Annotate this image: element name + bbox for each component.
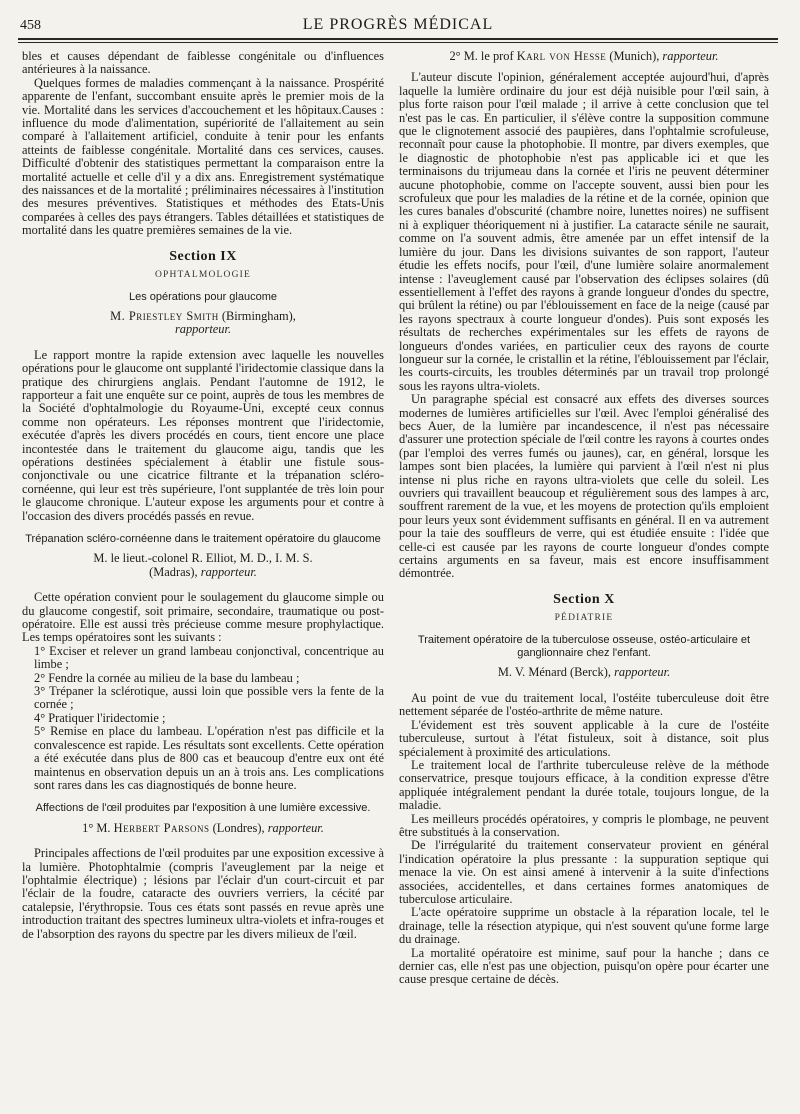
paragraph: Le traitement local de l'arthrite tuberculeuse relève de la méthode conservatrice, presque toujours efficace, à la condition expresse d'être appliquée intégralement pendant la durée totale, toujours longue, de la maladie. xyxy=(399,757,769,813)
author-name: Karl von Hesse xyxy=(516,49,607,63)
paragraph: Cette opération convient pour le soulagement du glaucome simple ou du glaucome congestif, soit primaire, secondaire, traumatique ou post-opératoire. Elle est aussi très précieuse comme mesure prophylactique. Les temps opératoires sont les suivants : xyxy=(22,590,384,645)
list-item: 3° Trépaner la sclérotique, aussi loin que possible vers la fente de la cornée ; xyxy=(34,684,384,712)
author-line xyxy=(399,666,769,679)
section-subtitle: PÉDIATRIE xyxy=(554,613,614,624)
paragraph: Un paragraphe spécial est consacré aux effets des diverses sources modernes de lumières artificielles sur l'œil. Avec l'emploi généralisé des becs Auer, de la lumière par incandescence, il n'est pas nécessaire d'assurer une protection spéciale de l'œil contre les rayons à courtes ondes (par l'emploi des verres fumés ou jaunes), car, en général, lorsque les lampes sont bien placées, la lumière qui parvient à l'œil n'est ni plus intense ni plus riche en rayons ultra-violets que celle du soleil. Les ouvriers qui travaillent beaucoup et régulièrement sous des lampes à arc, souffrent rarement de la vue, et les moyens de protection qu'ils emploient pour leurs yeux sont évidemment suffisants en général. Il en va autrement pour la taie des souffleurs de verre, qui est étudiée ensuite : l'idée que celle-ci est causée par les rayons de courte longueur d'ondes compte certains arguments en sa faveur, mais est encore insuffisamment démontrée. xyxy=(399,392,769,581)
article-title: Trépanation scléro-cornéenne dans le traitement opératoire du glaucome xyxy=(25,533,381,545)
author-role: rapporteur. xyxy=(267,820,324,835)
author-place: (Munich), xyxy=(606,49,660,63)
paragraph: Le rapport montre la rapide extension avec laquelle les nouvelles opérations pour le glaucome ont supplanté l'iridectomie classique dans la pratique des chirurgiens anglais. Pendant l'automne de 1912, le rapporteur a fait une enquête sur ce point, auprès de tous les membres de la Société d'ophtalmologie du Royaume-Uni, excepté ceux connus comme non opérateurs. Les réponses montrent que l'iridectomie, exécutée d'après les divers procédés en cours, tient encore une place incontestée dans le traitement du glaucome aigu, tandis que les opérations destinées spécialement à établir une fistule sous-conjonctivale ou une cicatrice filtrante et la trépanation scléro-cornéenne, qui leur est très supérieure, l'ont supplantée de très loin pour le glaucome chronique. L'auteur expose les arguments pour et contre à l'occasion des divers procédés passés en revue. xyxy=(22,347,384,523)
author-name: Herbert Parsons xyxy=(113,820,210,835)
author-role: rapporteur. xyxy=(614,665,671,680)
author-place: (Madras), xyxy=(149,564,198,579)
paragraph: L'acte opératoire supprime un obstacle à la réparation locale, tel le drainage, telle la résection atypique, qui n'est souvent qu'une forme large du drainage. xyxy=(399,905,769,947)
author-role: rapporteur. xyxy=(200,564,257,579)
author-place: (Londres), xyxy=(209,820,265,835)
journal-title: LE PROGRÈS MÉDICAL xyxy=(302,16,494,33)
article-title: Les opérations pour glaucome xyxy=(129,290,277,303)
author-line xyxy=(22,822,384,835)
author-prefix: 1° M. xyxy=(82,820,114,835)
author-place: (Berck), xyxy=(566,665,611,680)
author-name: M. le lieut.-colonel R. Elliot, M. D., I. M. S. xyxy=(93,551,313,566)
author-line xyxy=(22,310,384,337)
list-item: 5° Remise en place du lambeau. L'opération n'est pas difficile et la convalescence est rapide. Les résultats sont excellents. Cette opération a été exécutée dans plus de 800 cas et beaucoup d'entre eux ont été maintenus en observation depuis un an à trois ans. Les complications sont rares dans les cas diagnostiqués de bonne heure. xyxy=(34,724,384,792)
paragraph: De l'irrégularité du traitement conservateur provient en général l'indication opératoire la plus pressante : la suppuration septique qui menace la vie. On est ainsi amené à intervenir à la suite d'infections associées, accidentelles, et dans certaines formes anatomiques de tuberculose articulaire. xyxy=(399,838,769,906)
paragraph: Principales affections de l'œil produites par une exposition excessive à la lumière. Photophtalmie (compris l'aveuglement par la neige et l'ophtalmie électrique) ; lésions par l'éclair d'un court-circuit et par l'éclair de la foudre, cataracte des ouvriers verriers, la cécité par catalepsie, l'érythropsie. Tous ces états sont passés en revue après une introduction traitant des spectres lumineux ultra-violets et infra-rouges et de l'absorption des rayons du spectre par les divers milieux de l'œil. xyxy=(22,846,384,941)
author-name: M. V. Ménard xyxy=(497,665,567,680)
list-item: 4° Pratiquer l'iridectomie ; xyxy=(34,710,166,725)
author-line xyxy=(399,50,769,63)
author-place: (Birmingham), xyxy=(218,308,296,323)
header-rule xyxy=(18,42,778,43)
section-title: Section IX xyxy=(169,248,237,264)
paragraph: L'évidement est très souvent applicable à la cure de l'ostéite tuberculeuse, surtout à l'état fistuleux, soit à distance, soit plus spécialement à proximité des articulations. xyxy=(399,717,769,759)
right-column xyxy=(399,50,769,987)
paragraph: Les meilleurs procédés opératoires, y compris le plombage, ne peuvent être substitués à la conservation. xyxy=(399,811,769,839)
list-item: 1° Exciser et relever un grand lambeau conjonctival, concentrique au limbe ; xyxy=(34,643,384,672)
paragraph: L'auteur discute l'opinion, généralement acceptée aujourd'hui, d'après laquelle la lumière ordinaire du jour est déjà nuisible pour l'œil sain, à plus forte raison pour l'œil malade ; il arrive à cette conclusion que tel n'est pas le cas. En particulier, il s'élève contre la supposition commune que le clignotement associé des paupières, dans l'ophtalmie scrofuleuse, reconnaît pour cause la photophobie. Il montre, par divers exemples, que le diagnostic de photophobie n'est pas applicable ici et que les terminaisons du trijumeau dans la cornée et l'iris ne peuvent déterminer aucune photophobie, comme on l'accepte souvent, aussi bien pour les scrofuleux que pour les maladies de la rétine et de la cornée, opinion que les cures banales d'obscurité (chambre noire, lunettes noires) ne suffisent ni à expliquer théoriquement ni à justifier. La cataracte sénile ne saurait, comme on l'a souvent admis, être amenée par un effet intensif de la lumière du jour. Dans les divisions suivantes de son rapport, l'auteur étudie les effets nocifs, pour l'œil, d'une lumière solaire anormalement intense : l'aveuglement causé par l'observation des éclipses solaires (dû essentiellement à l'effet des rayons à grande longueur d'ondes du spectre, qui brûlent la rétine) ou par l'éblouissement en face de la neige (causé par les rayons spectraux à courte longueur d'ondes). Puis sont exposés les résultats de recherches expérimentales sur les effets de rayons de longueurs d'ondes variées, en particulier ceux des rayons de courte longueur sur la cornée, le cristallin et la rétine, l'éblouissement par l'éclair, les courts-circuits, les troubles déterminés par un travail trop prolongé sous les rayons ultra-violets. xyxy=(399,70,769,393)
author-name: M. Priestley Smith xyxy=(110,308,219,323)
paragraph: Au point de vue du traitement local, l'ostéite tuberculeuse doit être nettement séparée de l'ostéo-arthrite de même nature. xyxy=(399,690,769,719)
section-title: Section X xyxy=(553,591,615,607)
author-line xyxy=(22,552,384,579)
page-number: 458 xyxy=(20,18,41,33)
article-title: Traitement opératoire de la tuberculose osseuse, ostéo-articulaire et ganglionnaire chez l'enfant. xyxy=(417,633,751,660)
paragraph: La mortalité opératoire est minime, sauf pour la hanche ; dans ce dernier cas, elle n'est pas une objection, puisqu'on opère pour écarter une cause presque certaine de décès. xyxy=(399,945,769,987)
left-column xyxy=(22,50,384,941)
author-role: rapporteur. xyxy=(662,49,719,63)
paragraph: bles et causes dépendant de faiblesse congénitale ou d'influences antérieures à la naissance. xyxy=(22,49,384,77)
paragraph: Quelques formes de maladies commençant à la naissance. Prospérité apparente de l'enfant, succombant ensuite après le premier mois de la vie. Mortalité dans les services d'accouchement et les hôpitaux.Causes : influence du mode d'alimentation, supériorité de l'allaitement au sein comparé à l'allaitement artificiel, conduite à tenir pour les enfants atteints de faiblesse congénitale. Mortalité dans ces services, causes. Difficulté d'obtenir des statistiques permettant la comparaison entre la mortalité actuelle et celle d'il y a dix ans. Enregistrement systématique des naissances et de la mortalité ; préliminaires nécessaires à l'institution des mesures préventives. Statistiques et méthodes des Etats-Unis comparées à celles des pays étrangers. Tables détaillées et statistiques de mortalité dans les quatre premières semaines de la vie. xyxy=(22,75,384,238)
author-role: rapporteur. xyxy=(174,322,232,337)
section-subtitle: OPHTALMOLOGIE xyxy=(154,270,252,281)
article-title: Affections de l'œil produites par l'exposition à une lumière excessive. xyxy=(35,802,371,815)
author-prefix: 2° M. le prof xyxy=(449,49,517,63)
list-item: 2° Fendre la cornée au milieu de la base du lambeau ; xyxy=(34,670,300,685)
page-header xyxy=(18,14,778,40)
